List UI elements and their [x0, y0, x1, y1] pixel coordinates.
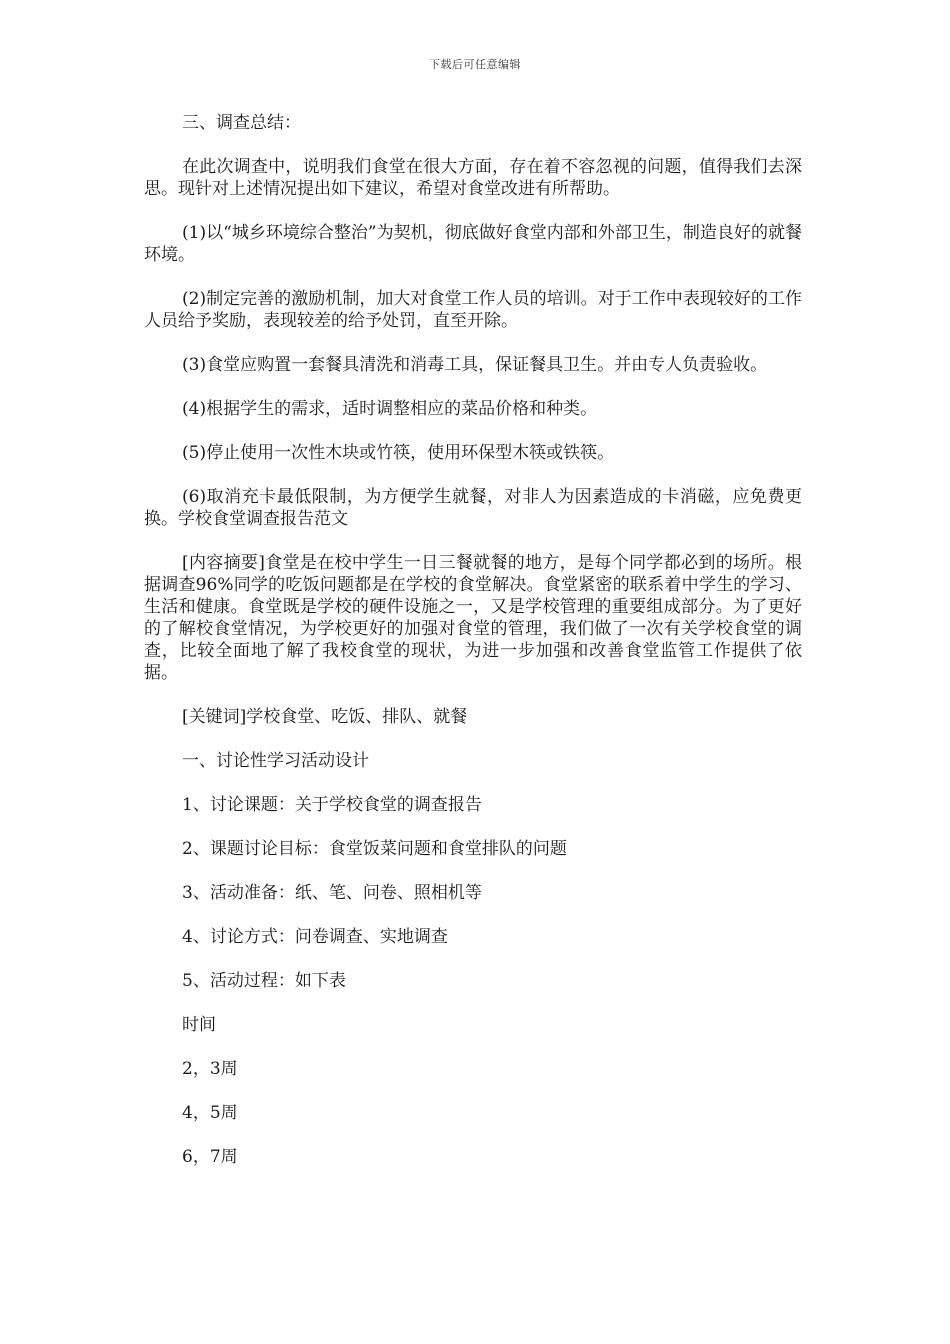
time-row-weeks-2-3: 2，3周 — [182, 1059, 238, 1079]
suggestion-2: (2)制定完善的激励机制，加大对食堂工作人员的培训。对于工作中表现较好的工作人员给予奖励，表现较差的给予处罚，直至开除。 — [144, 289, 802, 331]
time-row-weeks-6-7: 6，7周 — [182, 1147, 238, 1167]
document-body — [144, 112, 802, 1168]
keywords-paragraph: [关键词]学校食堂、吃饭、排队、就餐 — [182, 707, 468, 727]
time-row-weeks-4-5: 4，5周 — [182, 1103, 238, 1123]
suggestion-1: (1)以“城乡环境综合整治”为契机，彻底做好食堂内部和外部卫生，制造良好的就餐环境。 — [144, 223, 802, 265]
list-item-goal: 2、课题讨论目标：食堂饭菜问题和食堂排队的问题 — [182, 839, 567, 859]
list-item-preparation: 3、活动准备：纸、笔、问卷、照相机等 — [182, 883, 482, 903]
suggestion-6: (6)取消充卡最低限制，为方便学生就餐，对非人为因素造成的卡消磁，应免费更换。学校食堂调查报告范文 — [144, 487, 802, 529]
paragraph-intro: 在此次调查中，说明我们食堂在很大方面，存在着不容忽视的问题，值得我们去深思。现针对上述情况提出如下建议，希望对食堂改进有所帮助。 — [144, 157, 802, 199]
list-item-method: 4、讨论方式：问卷调查、实地调查 — [182, 927, 448, 947]
section-heading-summary: 三、调查总结： — [182, 113, 301, 133]
suggestion-4: (4)根据学生的需求，适时调整相应的菜品价格和种类。 — [182, 399, 598, 419]
suggestion-5: (5)停止使用一次性木块或竹筷，使用环保型木筷或铁筷。 — [182, 443, 615, 463]
list-item-process: 5、活动过程：如下表 — [182, 971, 346, 991]
section-heading-design: 一、讨论性学习活动设计 — [182, 751, 369, 771]
header-note: 下载后可任意编辑 — [429, 58, 521, 71]
list-item-topic: 1、讨论课题：关于学校食堂的调查报告 — [182, 795, 482, 815]
abstract-paragraph: [内容摘要]食堂是在校中学生一日三餐就餐的地方，是每个同学都必到的场所。根据调查96%同学的吃饭问题都是在学校的食堂解决。食堂紧密的联系着中学生的学习、生活和健康。食堂既是学校的硬件设施之一，又是学校管理的重要组成部分。为了更好的了解校食堂情况，为学校更好的加强对食堂的管理，我们做了一次有关学校食堂的调查，比较全面地了解了我校食堂的现状，为进一步加强和改善食堂监管工作提供了依据。 — [144, 553, 802, 683]
table-label-time: 时间 — [182, 1015, 216, 1035]
suggestion-3: (3)食堂应购置一套餐具清洗和消毒工具，保证餐具卫生。并由专人负责验收。 — [182, 355, 768, 375]
